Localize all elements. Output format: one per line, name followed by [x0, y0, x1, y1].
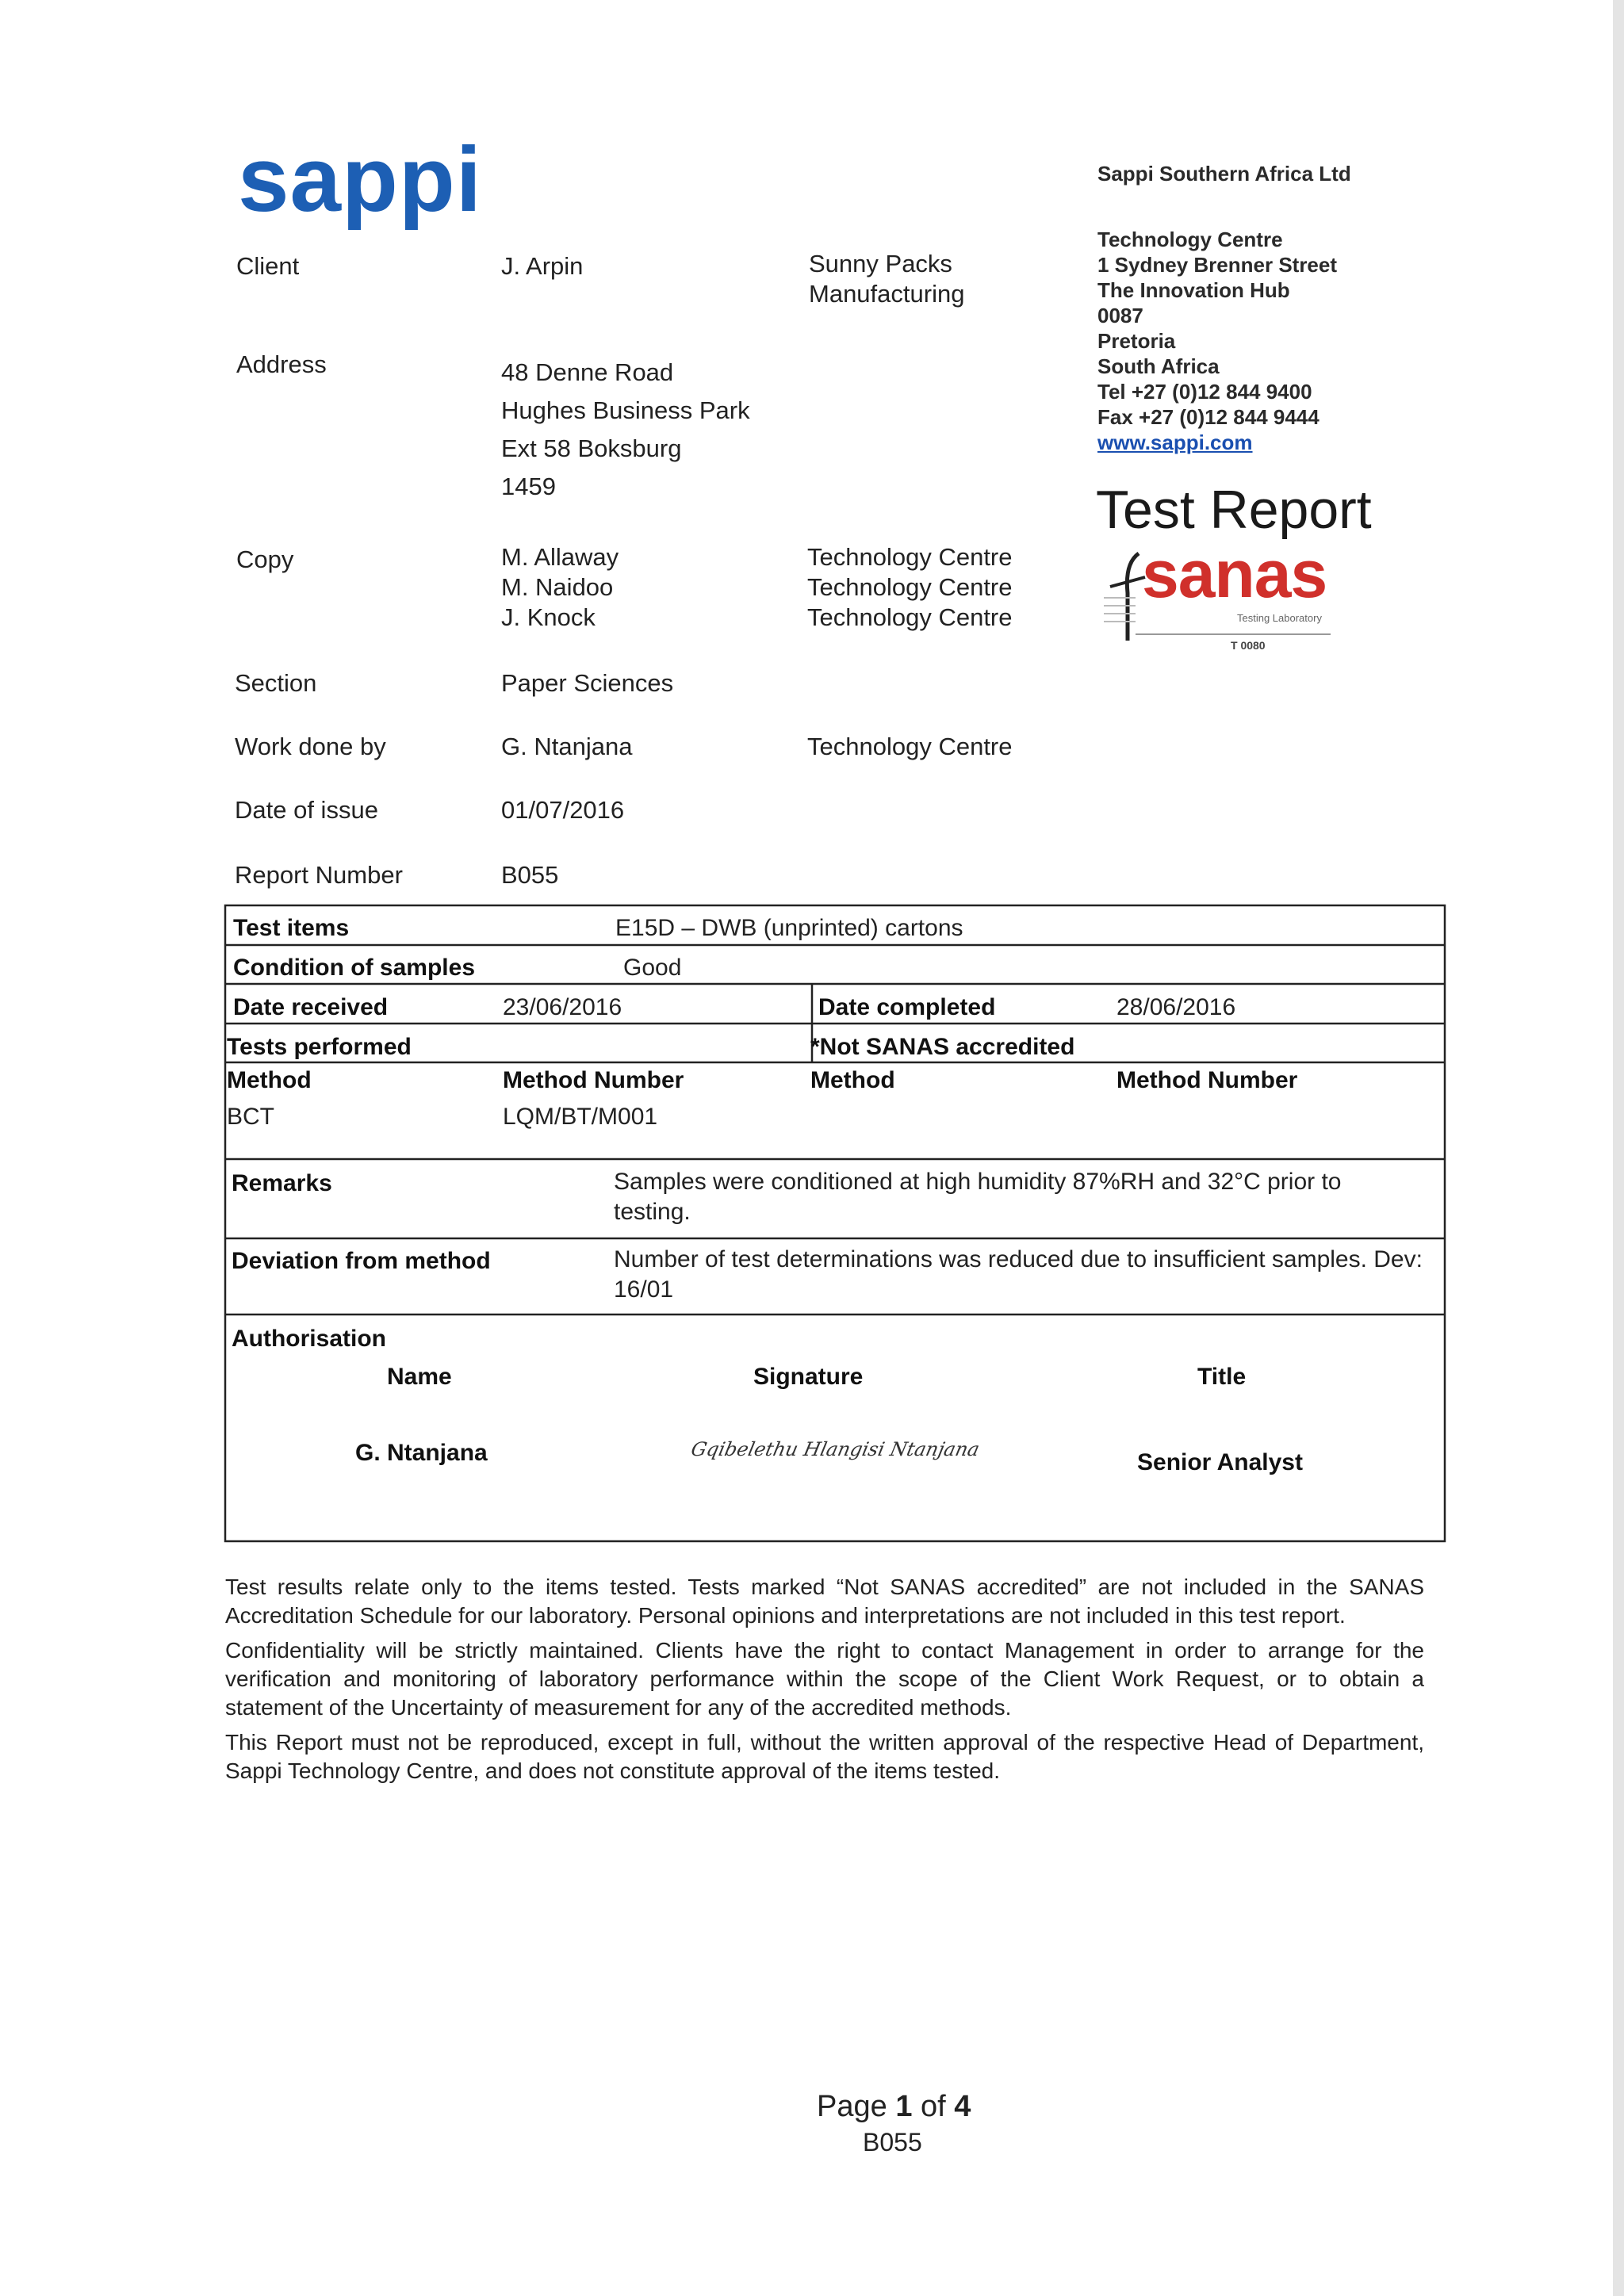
condition-label: Condition of samples [233, 955, 476, 981]
client-value: J. Arpin [501, 252, 584, 280]
signature: Gqibelethu Hlangisi Ntanjana [689, 1438, 982, 1460]
address-value-line: 1459 [501, 473, 556, 500]
copy-org: Technology Centre [807, 573, 1013, 601]
company-name: Sappi Southern Africa Ltd [1097, 162, 1351, 186]
deviation-value [614, 1245, 1423, 1305]
disclaimer-paragraph: Test results relate only to the items tested. Tests marked “Not SANAS accredited” are not included in the SANAS Accreditation Schedule for our laboratory. Personal opinions and interpretations are not included in this test report. [225, 1575, 1424, 1628]
date-completed-label: Date completed [818, 994, 996, 1020]
client-org-line: Sunny Packs [809, 250, 952, 277]
method-number-header-2: Method Number [1116, 1067, 1298, 1093]
copy-name: M. Allaway [501, 543, 619, 571]
remarks-value [614, 1167, 1342, 1227]
deviation-label: Deviation from method [232, 1248, 491, 1274]
disclaimer-paragraph: Confidentiality will be strictly maintained. Clients have the right to contact Management in order to arrange for the verification and monitoring of laboratory performance within the scope of the Client Work Request, or to obtain a statement of the Uncertainty of measurement for any of the accredited methods. [225, 1638, 1424, 1720]
auth-name: G. Ntanjana [355, 1440, 488, 1466]
copy-org: Technology Centre [807, 543, 1013, 571]
auth-name-header: Name [387, 1364, 452, 1390]
page-of: of [921, 2090, 946, 2123]
method-name: BCT [227, 1104, 274, 1130]
copy-name: J. Knock [501, 603, 596, 631]
auth-signature-header: Signature [753, 1364, 864, 1390]
address-line: The Innovation Hub [1097, 278, 1290, 302]
address-value-line: Hughes Business Park [501, 396, 750, 424]
page-number [817, 2090, 971, 2124]
sanas-subtitle: Testing Laboratory [1237, 612, 1322, 624]
address-line: 1 Sydney Brenner Street [1097, 253, 1338, 277]
remarks-label: Remarks [232, 1170, 332, 1196]
page-total: 4 [954, 2090, 971, 2123]
condition-value: Good [623, 955, 682, 981]
method-number: LQM/BT/M001 [503, 1104, 658, 1130]
address-line: 0087 [1097, 304, 1143, 327]
not-accredited-note: *Not SANAS accredited [810, 1034, 1075, 1060]
test-items-label: Test items [233, 915, 350, 941]
date-received-label: Date received [233, 994, 389, 1020]
deviation-line: Number of test determinations was reduced due to insufficient samples. Dev: [614, 1246, 1423, 1272]
address-value-line: 48 Denne Road [501, 358, 674, 386]
footer-report-code: B055 [863, 2128, 922, 2156]
copy-org: Technology Centre [807, 603, 1013, 631]
method-header-2: Method [810, 1067, 895, 1093]
section-label: Section [235, 669, 317, 697]
copy-label: Copy [236, 545, 294, 573]
client-label: Client [236, 252, 300, 280]
phone-number: Tel +27 (0)12 844 9400 [1097, 380, 1312, 404]
page-label: Page [817, 2090, 887, 2123]
work-done-by-label: Work done by [235, 733, 386, 760]
disclaimer-paragraph: This Report must not be reproduced, except in full, without the written approval of the respective Head of Department, Sappi Technology Centre, and does not constitute approval of the items tested. [225, 1730, 1424, 1783]
tests-performed-label: Tests performed [227, 1034, 412, 1060]
sanas-wordmark: sanas [1142, 537, 1327, 611]
report-number-label: Report Number [235, 861, 403, 889]
page-current: 1 [895, 2090, 913, 2123]
remarks-line: Samples were conditioned at high humidity 87%RH and 32°C prior to [614, 1169, 1342, 1195]
address-line: South Africa [1097, 354, 1220, 378]
date-of-issue-value: 01/07/2016 [501, 796, 625, 824]
date-of-issue-label: Date of issue [235, 796, 378, 824]
sanas-code: T 0080 [1231, 639, 1266, 652]
sappi-logo: sappi [238, 128, 482, 231]
method-header: Method [227, 1067, 312, 1093]
website-link[interactable]: www.sappi.com [1097, 430, 1253, 454]
section-value: Paper Sciences [501, 669, 674, 697]
authorisation-label: Authorisation [232, 1326, 386, 1352]
method-number-header: Method Number [503, 1067, 684, 1093]
address-line: Pretoria [1097, 329, 1176, 353]
remarks-line: testing. [614, 1199, 691, 1225]
fax-number: Fax +27 (0)12 844 9444 [1097, 405, 1320, 429]
auth-title-header: Title [1197, 1364, 1247, 1390]
client-org-line: Manufacturing [809, 280, 965, 308]
report-title: Test Report [1096, 480, 1372, 540]
test-items-value: E15D – DWB (unprinted) cartons [615, 915, 963, 941]
address-line: Technology Centre [1097, 228, 1283, 251]
disclaimer [225, 1573, 1424, 1792]
deviation-line: 16/01 [614, 1276, 674, 1303]
address-label: Address [236, 350, 327, 378]
work-done-by-value: G. Ntanjana [501, 733, 633, 760]
address-value-line: Ext 58 Boksburg [501, 434, 682, 462]
report-number-value: B055 [501, 861, 559, 889]
date-received-value: 23/06/2016 [503, 994, 622, 1020]
date-completed-value: 28/06/2016 [1116, 994, 1236, 1020]
work-done-by-org: Technology Centre [807, 733, 1013, 760]
auth-title: Senior Analyst [1137, 1449, 1303, 1475]
copy-name: M. Naidoo [501, 573, 614, 601]
